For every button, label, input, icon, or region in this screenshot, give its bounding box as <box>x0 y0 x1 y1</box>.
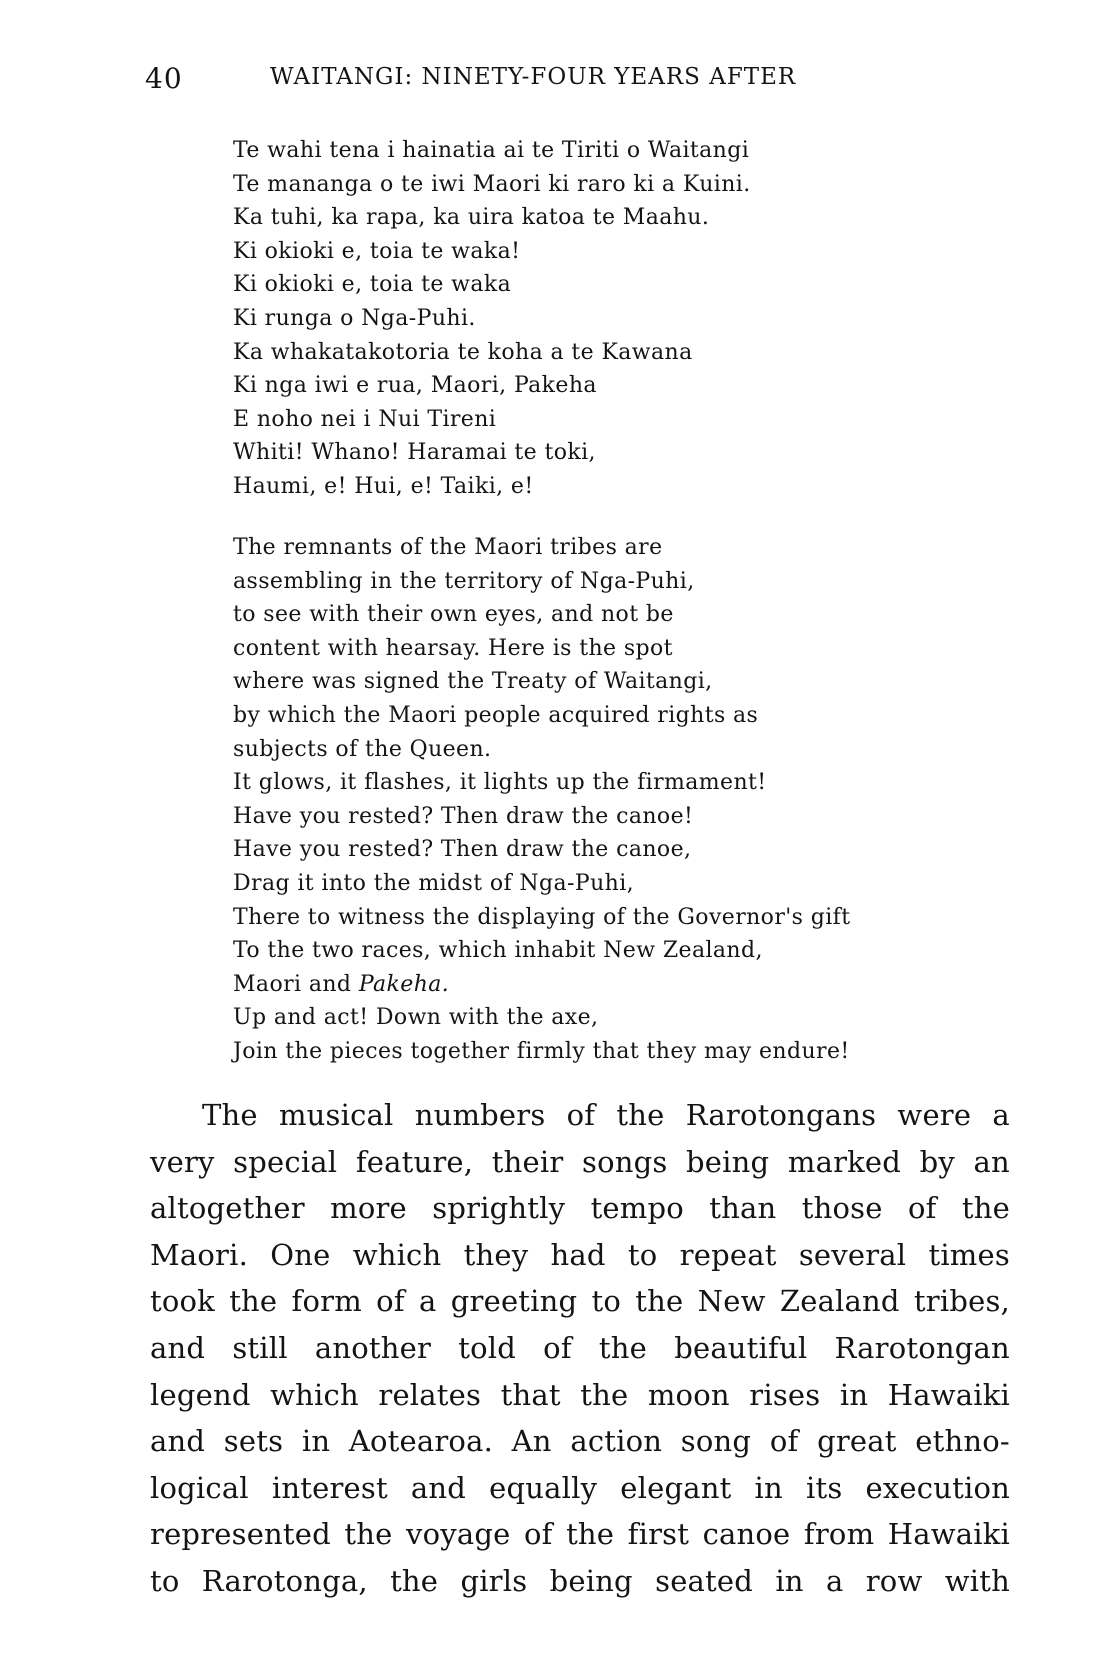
maori-verse <box>233 134 751 504</box>
word: row <box>865 1563 923 1598</box>
word: the <box>229 1284 278 1319</box>
word: took <box>150 1284 215 1319</box>
body-paragraph <box>150 1092 1010 1605</box>
word: to <box>591 1284 622 1319</box>
translation-line: There to witness the displaying of the Governor's gift <box>233 904 851 930</box>
word: ethno- <box>915 1424 1010 1459</box>
word: altogether <box>150 1191 305 1226</box>
paragraph-line <box>150 1325 1010 1372</box>
running-head: WAITANGI: NINETY-FOUR YEARS AFTER <box>270 64 797 90</box>
word: tempo <box>590 1191 684 1226</box>
translation-line: Have you rested? Then draw the canoe, <box>233 837 692 863</box>
word: they <box>463 1237 529 1272</box>
word: song <box>680 1424 752 1459</box>
word: the <box>580 1377 629 1412</box>
word: its <box>806 1470 843 1505</box>
word: Maori. <box>150 1237 248 1272</box>
word: to <box>627 1237 658 1272</box>
word: beautiful <box>674 1330 808 1365</box>
word: represented <box>150 1517 331 1552</box>
word: Rarotongan <box>834 1330 1010 1365</box>
translation-line: Drag it into the midst of Nga-Puhi, <box>233 870 635 896</box>
word: more <box>330 1191 407 1226</box>
paragraph-line <box>150 1185 1010 1232</box>
word: in <box>775 1563 804 1598</box>
word: another <box>314 1330 432 1365</box>
word: several <box>798 1237 907 1272</box>
verse-line: Te mananga o te iwi Maori ki raro ki a Kuini. <box>233 171 751 197</box>
word: the <box>390 1563 439 1598</box>
word: relates <box>378 1377 482 1412</box>
word: and <box>410 1470 467 1505</box>
translation-line: It glows, it flashes, it lights up the firmament! <box>233 770 767 796</box>
word: which <box>270 1377 359 1412</box>
word: Rarotonga, <box>201 1563 368 1598</box>
pakeha-italic: Pakeha. <box>358 971 450 997</box>
paragraph-line <box>150 1139 1010 1186</box>
verse-line: Ka whakatakotoria te koha a te Kawana <box>233 339 693 365</box>
word: One <box>270 1237 331 1272</box>
word: the <box>344 1517 393 1552</box>
word: feature, <box>355 1144 474 1179</box>
word: Hawaiki <box>887 1517 1010 1552</box>
translation-line: Up and act! Down with the axe, <box>233 1005 599 1031</box>
word: Rarotongans <box>685 1098 877 1132</box>
word: great <box>817 1424 897 1459</box>
verse-line: Whiti! Whano! Haramai te toki, <box>233 440 596 466</box>
verse-line: Ki okioki e, toia te waka <box>233 272 512 298</box>
word: action <box>570 1424 663 1459</box>
word: Zealand <box>779 1284 900 1319</box>
word: with <box>944 1563 1010 1598</box>
word: interest <box>271 1470 388 1505</box>
word: of <box>566 1098 596 1132</box>
word: very <box>150 1144 215 1179</box>
paragraph-line <box>150 1232 1010 1279</box>
word: execution <box>865 1470 1010 1505</box>
word: Aotearoa. <box>348 1424 493 1459</box>
paragraph-line <box>150 1511 1010 1558</box>
word: than <box>709 1191 777 1226</box>
word: New <box>697 1284 766 1319</box>
verse-line: Haumi, e! Hui, e! Taiki, e! <box>233 473 534 499</box>
word: times <box>928 1237 1010 1272</box>
word: equally <box>489 1470 598 1505</box>
word: the <box>566 1517 615 1552</box>
word: songs <box>582 1144 668 1179</box>
paragraph-line <box>150 1418 1010 1465</box>
word: voyage <box>406 1517 511 1552</box>
word: and <box>150 1424 206 1459</box>
word: by <box>919 1144 955 1179</box>
word: Hawaiki <box>887 1377 1010 1412</box>
paragraph-line <box>150 1372 1010 1419</box>
word: a <box>419 1284 437 1319</box>
translation-line: to see with their own eyes, and not be <box>233 602 674 628</box>
word: numbers <box>414 1098 546 1132</box>
word: being <box>686 1144 770 1179</box>
word: canoe <box>702 1517 791 1552</box>
word: of <box>543 1330 572 1365</box>
verse-line: Ki nga iwi e rua, Maori, Pakeha <box>233 373 597 399</box>
word: in <box>301 1424 331 1459</box>
word: and <box>150 1330 206 1365</box>
word: logical <box>150 1470 249 1505</box>
verse-line: Ki runga o Nga-Puhi. <box>233 305 476 331</box>
word: musical <box>278 1098 394 1132</box>
word: of <box>907 1191 937 1226</box>
word: the <box>616 1098 665 1132</box>
translation-line: To the two races, which inhabit New Zealand, <box>233 938 763 964</box>
translation-line: subjects of the Queen. <box>233 736 492 762</box>
word: tribes, <box>913 1284 1010 1319</box>
english-translation <box>233 531 850 1069</box>
word: from <box>803 1517 875 1552</box>
word: rises <box>749 1377 821 1412</box>
word: form <box>291 1284 362 1319</box>
word: the <box>635 1284 684 1319</box>
word: The <box>202 1098 258 1132</box>
word: their <box>491 1144 564 1179</box>
paragraph-line <box>150 1092 1010 1139</box>
word: of <box>523 1517 553 1552</box>
word: An <box>511 1424 552 1459</box>
word: special <box>233 1144 338 1179</box>
word: the <box>961 1191 1010 1226</box>
paragraph-line <box>150 1558 1010 1605</box>
translation-line-maori-pakeha <box>233 968 850 1002</box>
verse-line: E noho nei i Nui Tireni <box>233 406 497 432</box>
paragraph-line <box>150 1278 1010 1325</box>
translation-line: Have you rested? Then draw the canoe! <box>233 803 694 829</box>
word: which <box>352 1237 442 1272</box>
verse-line: Te wahi tena i hainatia ai te Tiriti o Waitangi <box>233 138 750 163</box>
translation-line: by which the Maori people acquired rights as <box>233 702 759 728</box>
translation-line: where was signed the Treaty of Waitangi, <box>233 669 713 695</box>
translation-line: The remnants of the Maori tribes are <box>233 535 663 560</box>
word: sets <box>223 1424 284 1459</box>
word: moon <box>647 1377 730 1412</box>
word: had <box>550 1237 606 1272</box>
word: a <box>825 1563 844 1598</box>
maori-and-text: Maori and <box>233 971 352 997</box>
word: legend <box>150 1377 251 1412</box>
verse-line: Ki okioki e, toia te waka! <box>233 238 521 264</box>
word: were <box>897 1098 972 1132</box>
word: that <box>500 1377 561 1412</box>
word: told <box>458 1330 516 1365</box>
word: greeting <box>450 1284 578 1319</box>
translation-line: content with hearsay. Here is the spot <box>233 635 673 661</box>
word: an <box>973 1144 1010 1179</box>
word: of <box>376 1284 405 1319</box>
word: those <box>801 1191 883 1226</box>
word: to <box>150 1563 180 1598</box>
word: a <box>992 1098 1010 1132</box>
word: in <box>754 1470 783 1505</box>
word: the <box>598 1330 648 1365</box>
paragraph-line <box>150 1465 1010 1512</box>
word: repeat <box>679 1237 777 1272</box>
word: elegant <box>620 1470 732 1505</box>
word: still <box>232 1330 288 1365</box>
word: girls <box>460 1563 528 1598</box>
translation-line: assembling in the territory of Nga-Puhi, <box>233 568 695 594</box>
word: seated <box>655 1563 754 1598</box>
word: of <box>769 1424 799 1459</box>
word: first <box>627 1517 690 1552</box>
page-number: 40 <box>145 62 183 95</box>
word: in <box>839 1377 869 1412</box>
word: being <box>549 1563 633 1598</box>
translation-line: Join the pieces together firmly that they may endure! <box>233 1038 850 1064</box>
word: sprightly <box>432 1191 566 1226</box>
verse-line: Ka tuhi, ka rapa, ka uira katoa te Maahu. <box>233 205 710 231</box>
word: marked <box>787 1144 902 1179</box>
